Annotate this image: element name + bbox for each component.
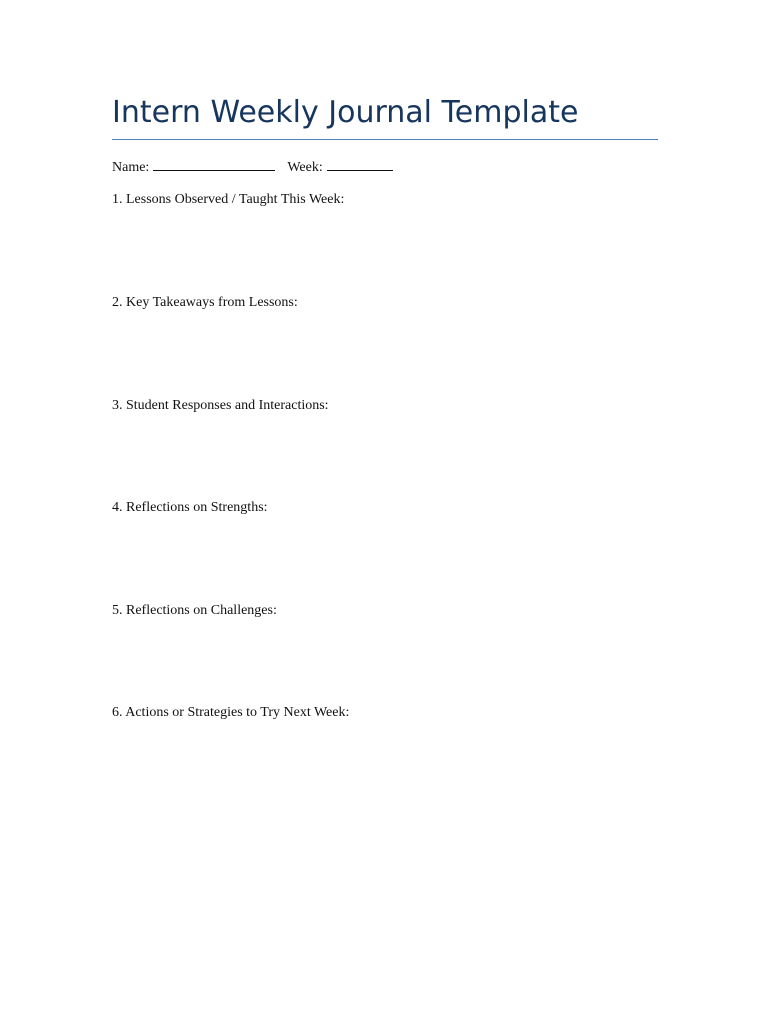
section-heading-4: 4. Reflections on Strengths: — [112, 500, 268, 515]
name-blank[interactable] — [153, 159, 275, 171]
section-heading-1: 1. Lessons Observed / Taught This Week: — [112, 192, 345, 207]
section-heading-6: 6. Actions or Strategies to Try Next Week: — [112, 705, 350, 720]
week-label: Week: — [287, 160, 323, 175]
section-heading-3: 3. Student Responses and Interactions: — [112, 398, 329, 413]
title-underline — [112, 139, 658, 140]
name-week-row — [112, 159, 393, 177]
document-title: Intern Weekly Journal Template — [112, 95, 579, 130]
section-heading-5: 5. Reflections on Challenges: — [112, 603, 277, 618]
name-label: Name: — [112, 160, 150, 175]
section-heading-2: 2. Key Takeaways from Lessons: — [112, 295, 298, 310]
week-blank[interactable] — [327, 159, 393, 171]
